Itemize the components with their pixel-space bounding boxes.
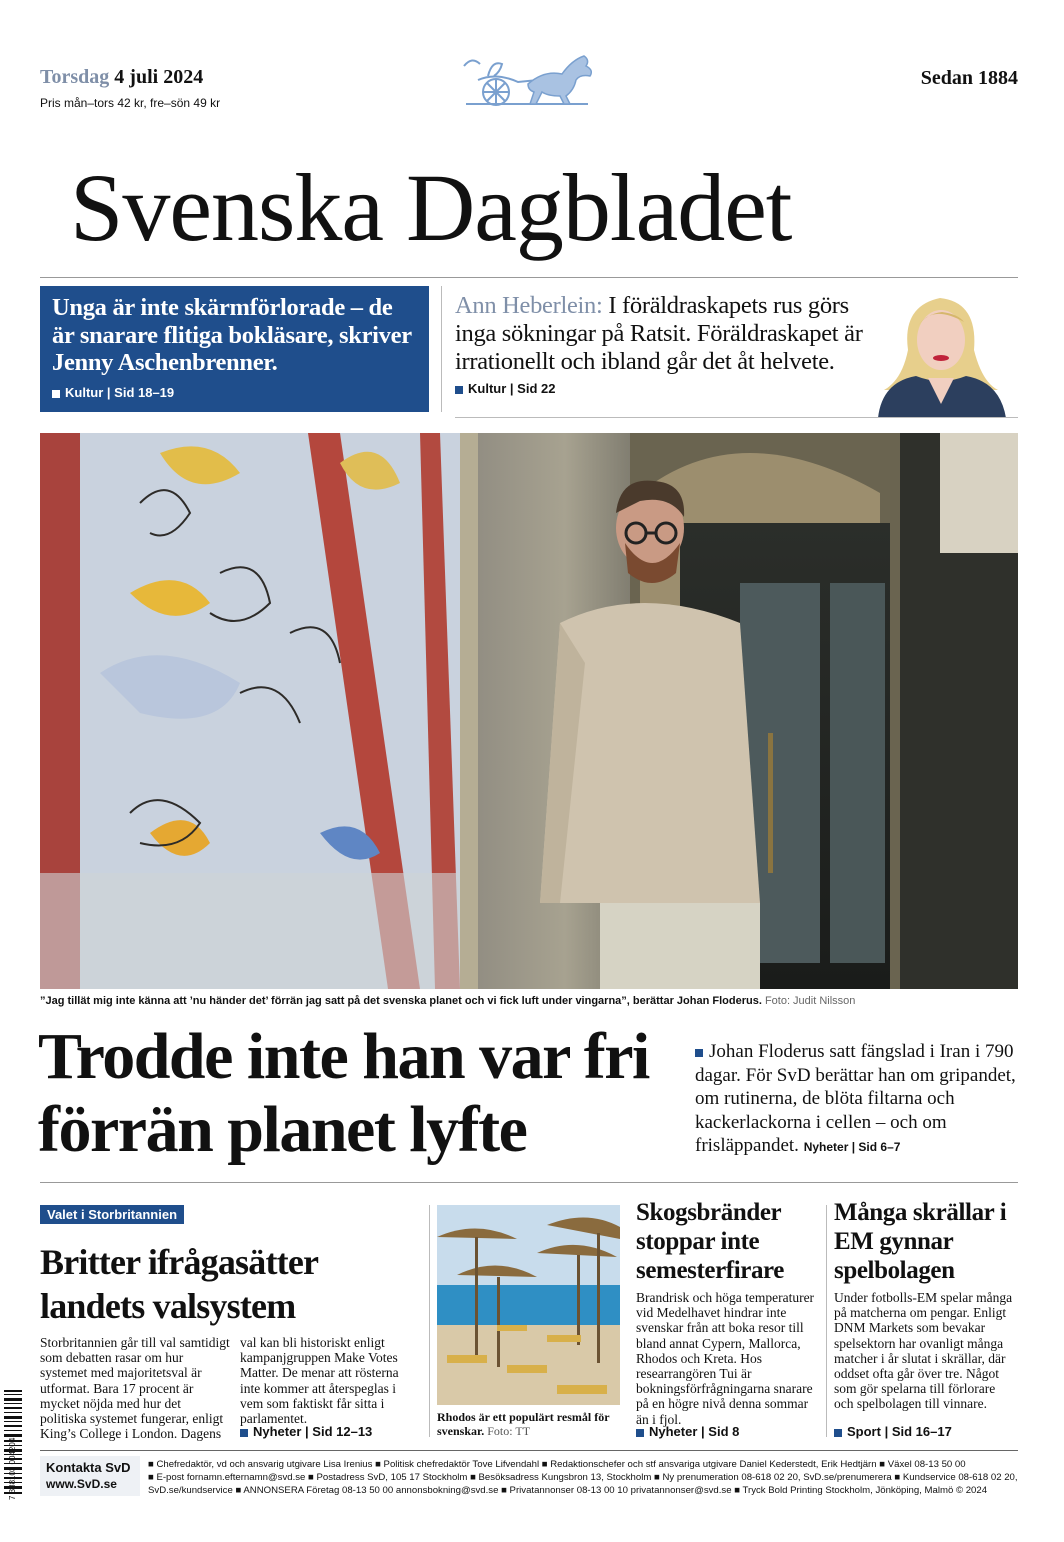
section-label: Nyheter <box>649 1424 698 1439</box>
page-ref: Sid 16–17 <box>891 1424 952 1439</box>
lead-headline[interactable]: Trodde inte han var fri förrän planet lyfte <box>38 1020 649 1166</box>
footer-rule <box>40 1450 1018 1451</box>
beach-caption-text: Rhodos är ett populärt resmål för svenskar. <box>437 1410 610 1438</box>
fires-headline[interactable]: Skogsbränder stoppar inte semesterfirare <box>636 1199 785 1284</box>
issue-weekday: Torsdag <box>40 66 110 88</box>
footer-line-3: SvD.se/kundservice ■ ANNONSERA Företag 08-13 50 00 annonsbokning@svd.se ■ Privatannonser 08-13 00 10 privatannonser@svd.se ■ Tryck Bold Printing Stockholm, Jönköping, Malmö © 2024 <box>148 1485 988 1496</box>
section-square-icon <box>636 1429 644 1437</box>
lead-bottom-rule <box>40 1182 1018 1183</box>
teaser-divider <box>441 286 442 412</box>
em-text: Under fotbolls-EM spelar många på matcherna om pengar. Enligt DNM Markets som bevakar spelsektorn har ovanligt många matcher i år slutat i skrällar, där oddset ofta går över tre. Något som gör spelarna till förlorare och spelbolagen till vinnare. <box>834 1290 1013 1412</box>
main-photo-caption <box>40 995 1018 1007</box>
footer-info <box>148 1458 1018 1497</box>
caption-text: ”Jag tillät mig inte känna att ’nu händer det’ förrän jag satt på det svenska planet och vi fick luft under vingarna”, berättar Johan Floderus. <box>40 995 762 1007</box>
em-headline[interactable]: Många skrällar i EM gynnar spelbolagen <box>834 1199 1007 1284</box>
issue-date <box>40 66 203 89</box>
section-square-icon <box>834 1429 842 1437</box>
teaser-right[interactable] <box>455 292 885 396</box>
teaser-bottom-rule <box>455 417 1018 418</box>
column-divider <box>826 1205 827 1437</box>
photo-credit: Foto: TT <box>487 1424 531 1438</box>
page-ref: Sid 12–13 <box>312 1424 373 1439</box>
masthead-rule <box>40 277 1018 278</box>
section-square-icon <box>52 390 60 398</box>
teaser-left-headline: Unga är inte skärmförlorade – de är snarare flitiga bokläsare, skriver Jenny Aschenbrenner. <box>52 294 412 376</box>
teaser-right-text <box>455 292 885 376</box>
since-year: Sedan 1884 <box>920 67 1018 89</box>
lead-text: Johan Floderus satt fängslad i Iran i 790 dagar. För SvD berättar han om gripandet, om rutinerna, de blöta filtarna och kackerlackorna i cellen – och om frisläppandet. <box>695 1041 1016 1156</box>
section-label: Kultur <box>65 385 104 400</box>
section-square-icon <box>455 386 463 394</box>
beach-caption <box>437 1410 622 1438</box>
beach-photo <box>437 1205 620 1405</box>
chariot-logo-icon <box>458 46 600 112</box>
uk-headline[interactable]: Britter ifrågasätter landets valsystem <box>40 1242 318 1326</box>
section-label: Kultur <box>468 381 507 396</box>
page-ref: Sid 6–7 <box>858 1140 901 1154</box>
page-ref: Sid 18–19 <box>114 385 175 400</box>
fires-ref: Nyheter | Sid 8 <box>636 1424 739 1439</box>
section-label: Nyheter <box>253 1424 302 1439</box>
story-tag[interactable]: Valet i Storbritannien <box>40 1205 184 1224</box>
contact-title: Kontakta SvD <box>46 1460 131 1475</box>
section-label: Nyheter <box>803 1140 849 1154</box>
newspaper-title: Svenska Dagbladet <box>70 154 792 261</box>
section-label: Sport <box>847 1424 881 1439</box>
teaser-right-ref: Kultur | Sid 22 <box>455 381 885 396</box>
uk-column-1: Storbritannien går till val samtidigt som debatten rasar om hur systemet med majoritetsval är utformat. Bara 17 procent är mycket nöjda med hur det politiska systemet fungerar, enligt King’s College i London. Dagens <box>40 1335 230 1442</box>
photo-credit: Foto: Judit Nilsson <box>764 995 856 1007</box>
em-ref: Sport | Sid 16–17 <box>834 1424 952 1439</box>
page-ref: Sid 22 <box>517 381 556 396</box>
teaser-right-body: I föräldraskapets rus görs inga sökningar på Ratsit. Föräldraskapet är irrationellt och ibland går det åt helvete. <box>455 292 863 375</box>
teaser-left-ref: Kultur | Sid 18–19 <box>52 385 174 400</box>
lead-ref: Nyheter | Sid 6–7 <box>803 1140 901 1154</box>
uk-ref: Nyheter | Sid 12–13 <box>240 1424 372 1439</box>
issue-date-text: 4 juli 2024 <box>114 66 204 88</box>
page-ref: Sid 8 <box>708 1424 740 1439</box>
teaser-right-author: Ann Heberlein: <box>455 292 603 319</box>
barcode-number: 7 388103 004204 <box>8 1437 17 1500</box>
price-info: Pris mån–tors 42 kr, fre–sön 49 kr <box>40 96 221 110</box>
section-square-icon <box>695 1049 703 1057</box>
footer-line-2: ■ E-post fornamn.efternamn@svd.se ■ Postadress SvD, 105 17 Stockholm ■ Besöksadress Kungsbron 13, Stockholm ■ Ny prenumeration 08-618 02 20, SvD.se/prenumerera ■ Kundservice 08-618 02 20, <box>148 1472 1018 1483</box>
contact-url[interactable]: www.SvD.se <box>46 1477 117 1491</box>
main-photo <box>40 433 1018 989</box>
lead-summary <box>695 1040 1019 1160</box>
author-portrait <box>872 286 1010 418</box>
column-divider <box>429 1205 430 1437</box>
teaser-left[interactable] <box>40 286 429 412</box>
fires-text: Brandrisk och höga temperaturer vid Medelhavet hindrar inte svenskar från att boka resor till bland annat Cypern, Mallorca, Rhodos och Kreta. Hos researrangören Tui är bokningsförfrågningarna snarare på en högre nivå denna sommar än i fjol. <box>636 1290 815 1427</box>
contact-block <box>40 1456 140 1496</box>
uk-column-2: val kan bli historiskt enligt kampanjgruppen Make Votes Matter. De menar att rösterna inte kommer att återspeglas i vem som faktiskt får sitta i parlamentet. <box>240 1335 399 1427</box>
section-square-icon <box>240 1429 248 1437</box>
footer-line-1: ■ Chefredaktör, vd och ansvarig utgivare Lisa Irenius ■ Politisk chefredaktör Tove Lifvendahl ■ Redaktionschefer och stf ansvariga utgivare Daniel Kederstedt, Erik Hedtjärn ■ Växel 08-13 50 00 <box>148 1459 966 1470</box>
